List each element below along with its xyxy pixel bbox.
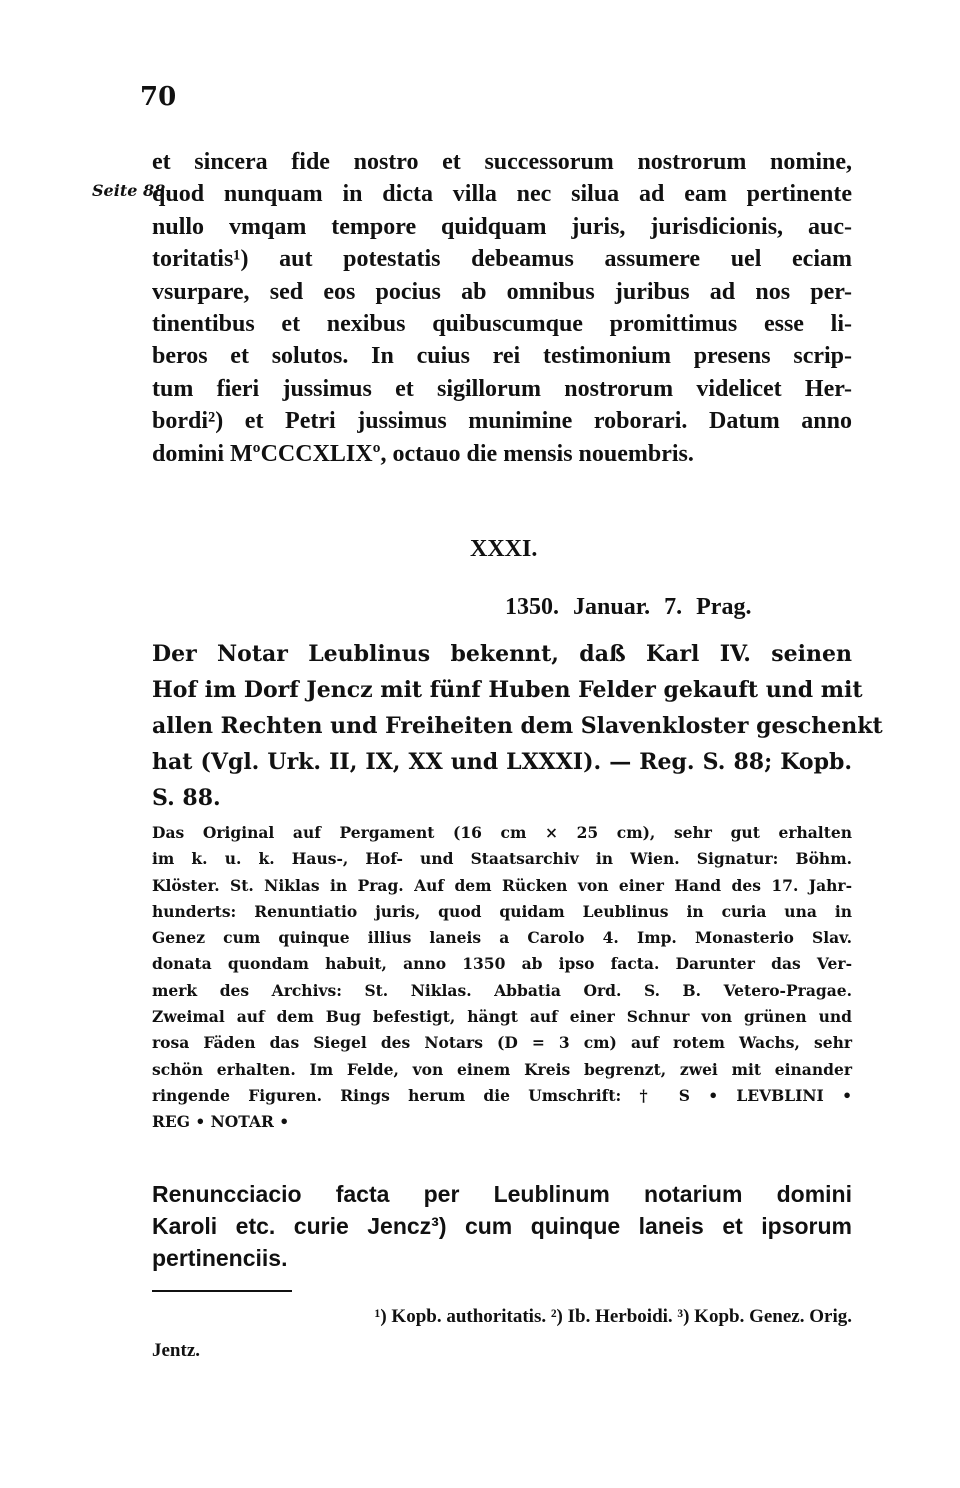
- latin-charter-text: [152, 146, 852, 470]
- date-line: 1350. Januar. 7. Prag.: [505, 594, 752, 620]
- footnote-divider: [152, 1290, 292, 1292]
- document-number: XXXI.: [470, 536, 538, 562]
- text-line: bordi²) et Petri jussimus munimine roborari. Datum anno: [152, 408, 852, 435]
- footnote-line: ¹) Kopb. authoritatis. ²) Ib. Herboidi. ³) Kopb. Genez. Orig.: [374, 1306, 852, 1327]
- description-line: Genez cum quinque illius laneis a Carolo 4. Imp. Monasterio Slav.: [152, 928, 852, 948]
- text-line: quod nunquam in dicta villa nec silua ad eam pertinente: [152, 181, 852, 208]
- text-line: tinentibus et nexibus quibuscumque promittimus esse li-: [152, 311, 852, 338]
- description-line: Klöster. St. Niklas in Prag. Auf dem Rücken von einer Hand des 17. Jahr-: [152, 875, 852, 895]
- heading-line: Renuncciacio facta per Leublinum notarium domini: [152, 1181, 852, 1207]
- heading-line: Karoli etc. curie Jencz³) cum quinque laneis et ipsorum: [152, 1213, 852, 1239]
- regest-line: hat (Vgl. Urk. II, IX, XX und LXXXI). — Reg. S. 88; Kopb.: [152, 749, 852, 775]
- description-line: donata quondam habuit, anno 1350 ab ipso facta. Darunter das Ver-: [152, 954, 852, 974]
- description-line: hunderts: Renuntiatio juris, quod quidam Leublinus in curia una in: [152, 901, 852, 921]
- text-line: toritatis¹) aut potestatis debeamus assumere uel eciam: [152, 246, 852, 273]
- description-line: merk des Archivs: St. Niklas. Abbatia Ord. S. B. Vetero-Pragae.: [152, 980, 852, 1000]
- description-line: schön erhalten. Im Felde, von einem Kreis begrenzt, zwei mit einander: [152, 1059, 852, 1079]
- text-line: et sincera fide nostro et successorum nostrorum nomine,: [152, 149, 852, 175]
- description-line: Zweimal auf dem Bug befestigt, hängt auf einer Schnur von grünen und: [152, 1007, 852, 1027]
- page-number: 70: [140, 82, 177, 112]
- footnote-line: Jentz.: [152, 1340, 201, 1361]
- description-line: rosa Fäden das Siegel des Notars (D = 3 cm) auf rotem Wachs, sehr: [152, 1033, 852, 1053]
- text-line: nullo vmqam tempore quidquam juris, jurisdicionis, auc-: [152, 213, 852, 240]
- text-line: domini MºCCCXLIXº, octauo die mensis nouembris.: [152, 440, 694, 467]
- text-line: tum fieri jussimus et sigillorum nostrorum videlicet Her-: [152, 375, 852, 402]
- description-line: ringende Figuren. Rings herum die Umschrift: † S • LEVBLINI •: [152, 1085, 852, 1105]
- regest-line: Der Notar Leublinus bekennt, daß Karl IV. seinen: [152, 641, 852, 667]
- regest-line: S. 88.: [152, 785, 221, 811]
- footnotes: [152, 1300, 852, 1368]
- regest-summary: [152, 636, 883, 816]
- text-line: beros et solutos. In cuius rei testimonium presens scrip-: [152, 343, 852, 370]
- regest-line: allen Rechten und Freiheiten dem Slavenkloster geschenkt: [152, 713, 883, 739]
- charter-heading: [152, 1178, 852, 1274]
- description-line: Das Original auf Pergament (16 cm × 25 cm), sehr gut erhalten: [152, 823, 852, 842]
- heading-line: pertinenciis.: [152, 1245, 288, 1271]
- description-line: im k. u. k. Haus-, Hof- und Staatsarchiv in Wien. Signatur: Böhm.: [152, 849, 852, 869]
- regest-line: Hof im Dorf Jencz mit fünf Huben Felder gekauft und mit: [152, 677, 863, 703]
- margin-note: Seite 88.: [92, 181, 171, 200]
- text-line: vsurpare, sed eos pocius ab omnibus juribus ad nos per-: [152, 278, 852, 305]
- description-line: REG • NOTAR •: [152, 1112, 290, 1132]
- archival-description: [152, 820, 852, 1136]
